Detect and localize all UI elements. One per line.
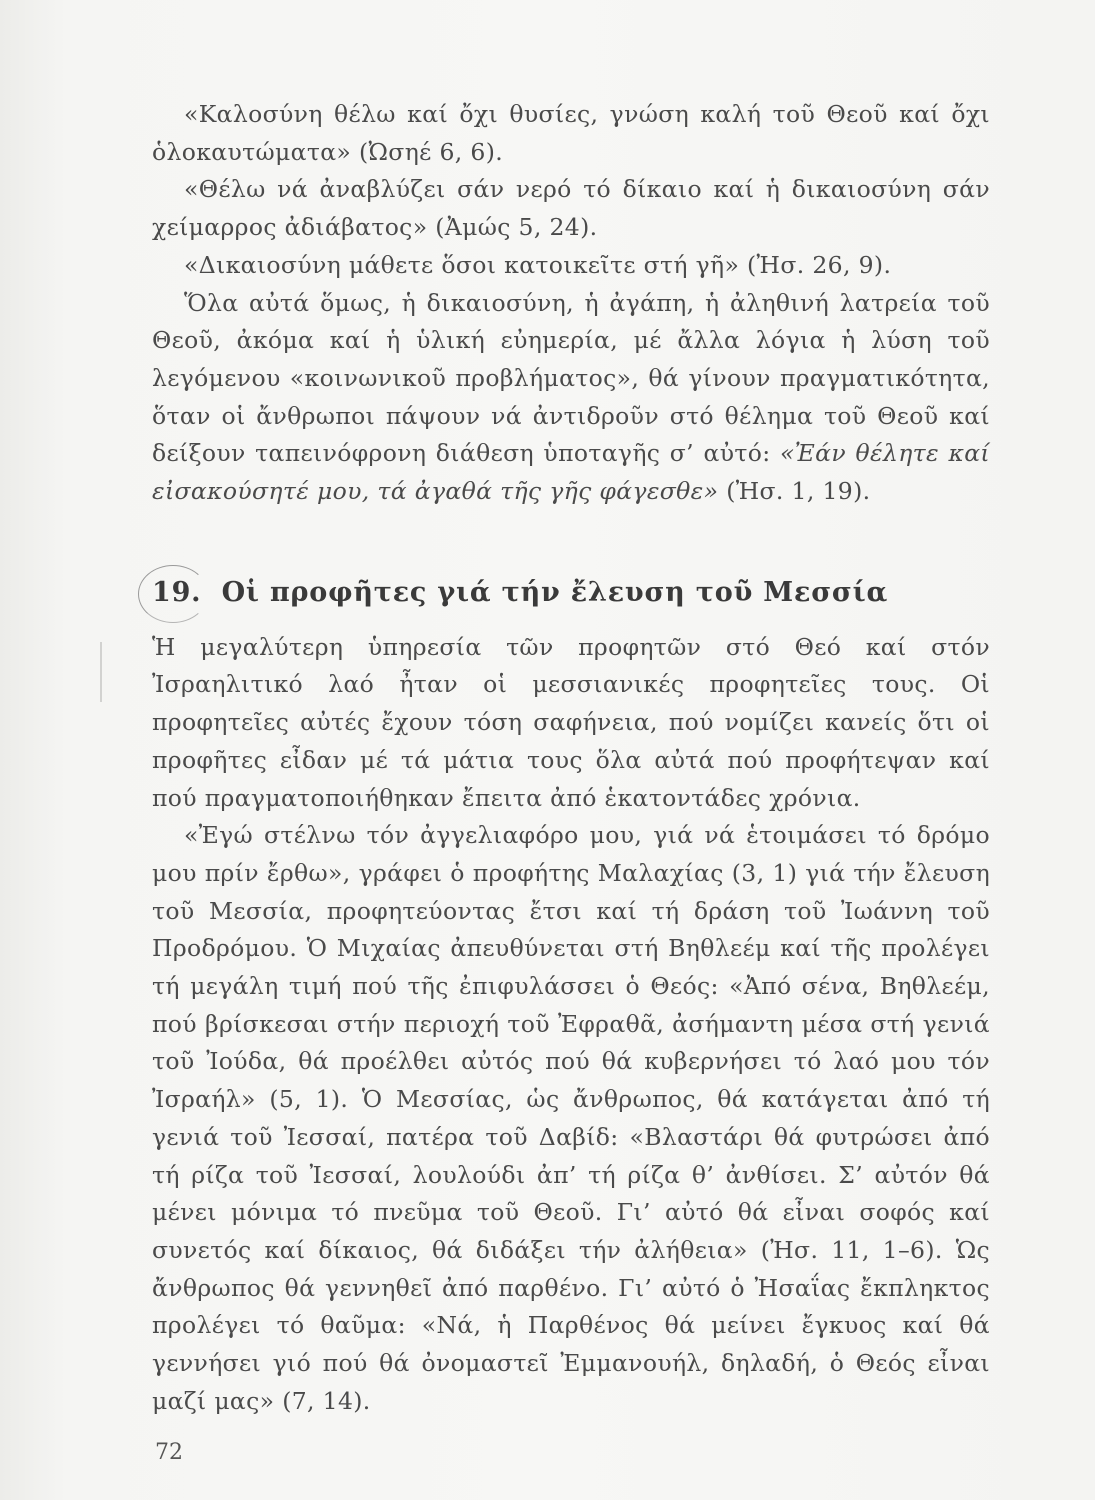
text-block [152, 96, 990, 1421]
paragraph-summary-ref: (Ἠσ. 1, 19). [718, 477, 871, 506]
paragraph-messiah: «Ἐγώ στέλνω τόν ἀγγελιαφόρο μου, γιά νά ἑτοιμάσει τό δρόμο μου πρίν ἔρθω», γράφει ὁ προφήτης Μαλαχίας (3, 1) γιά τήν ἔλευση τοῦ Μεσσία, προφητεύοντας ἔτσι καί τή δράση τοῦ Ἰωάννη τοῦ Προδρόμου. Ὁ Μιχαίας ἀπευθύνεται στή Βηθλεέμ καί τῆς προλέγει τή μεγάλη τιμή πού τῆς ἐπιφυλάσσει ὁ Θεός: «Ἀπό σένα, Βηθλεέμ, πού βρίσκεσαι στήν περιοχή τοῦ Ἐφραθᾶ, ἀσήμαντη μέσα στή γενιά τοῦ Ἰούδα, θά προέλθει αὐτός πού θά κυβερνήσει τό λαό μου τόν Ἰσραήλ» (5, 1). Ὁ Μεσσίας, ὡς ἄνθρωπος, θά κατάγεται ἀπό τή γενιά τοῦ Ἰεσσαί, πατέρα τοῦ Δαβίδ: «Βλαστάρι θά φυτρώσει ἀπό τή ρίζα τοῦ Ἰεσσαί, λουλούδι ἀπ’ τή ρίζα θ’ ἀνθίσει. Σ’ αὐτόν θά μένει μόνιμα τό πνεῦμα τοῦ Θεοῦ. Γι’ αὐτό θά εἶναι σοφός καί συνετός καί δίκαιος, θά διδάξει τήν ἀλήθεια» (Ἠσ. 11, 1–6). Ὡς ἄνθρωπος θά γεννηθεῖ ἀπό παρθένο. Γι’ αὐτό ὁ Ἠσαΐας ἔκπληκτος προλέγει τό θαῦμα: «Νά, ἡ Παρθένος θά μείνει ἔγκυος καί θά γεννήσει γιό πού θά ὀνομαστεῖ Ἐμμανουήλ, δηλαδή, ὁ Θεός εἶναι μαζί μας» (7, 14). [152, 821, 990, 1415]
hand-drawn-circle [138, 565, 208, 623]
page-number: 72 [155, 1440, 183, 1465]
paragraph-prophecies: Ἡ μεγαλύτερη ὑπηρεσία τῶν προφητῶν στό Θεό καί στόν Ἰσραηλιτικό λαό ἦταν οἱ μεσσιανικές προφητεῖες τους. Οἱ προφητεῖες αὐτές ἔχουν τόση σαφήνεια, πού νομίζει κανείς ὅτι οἱ προφῆτες εἶδαν μέ τά μάτια τους ὅλα αὐτά πού προφήτεψαν καί πού πραγματοποιήθηκαν ἔπειτα ἀπό ἑκατοντάδες χρόνια. [152, 632, 990, 812]
quote-hosea: «Καλοσύνη θέλω καί ὄχι θυσίες, γνώση καλή τοῦ Θεοῦ καί ὄχι ὁλοκαυτώματα» (Ὠσηέ 6, 6). [152, 100, 990, 166]
section-title: Οἱ προφῆτες γιά τήν ἔλευση τοῦ Μεσσία [221, 576, 889, 608]
quote-isaiah: «Δικαιοσύνη μάθετε ὅσοι κατοικεῖτε στή γῆ» (Ἠσ. 26, 9). [184, 250, 892, 279]
paragraph-summary-quote: «Ἐάν θέλητε καί εἰσακούσητέ μου, τά ἀγαθά τῆς γῆς φάγεσθε» [152, 439, 990, 506]
section-number-wrap [152, 573, 201, 613]
paragraph-summary-text: Ὅλα αὐτά ὅμως, ἡ δικαιοσύνη, ἡ ἀγάπη, ἡ ἀληθινή λατρεία τοῦ Θεοῦ, ἀκόμα καί ἡ ὑλική εὐημερία, μέ ἄλλα λόγια ἡ λύση τοῦ λεγόμενου «κοινωνικοῦ προβλήματος», θά γίνουν πραγματικότητα, ὅταν οἱ ἄνθρωποι πάψουν νά ἀντιδροῦν στό θέλημα τοῦ Θεοῦ καί δείξουν ταπεινόφρονη διάθεση ὑποταγῆς σ’ αὐτό: [152, 288, 990, 468]
section-heading [152, 573, 990, 613]
section-number: 19. [152, 576, 202, 608]
paragraph-summary [152, 285, 990, 511]
quote-amos: «Θέλω νά ἀναβλύζει σάν νερό τό δίκαιο καί ἡ δικαιοσύνη σάν χείμαρρος ἀδιάβατος» (Ἀμώς 5, 24). [152, 175, 990, 242]
margin-mark [100, 642, 102, 702]
